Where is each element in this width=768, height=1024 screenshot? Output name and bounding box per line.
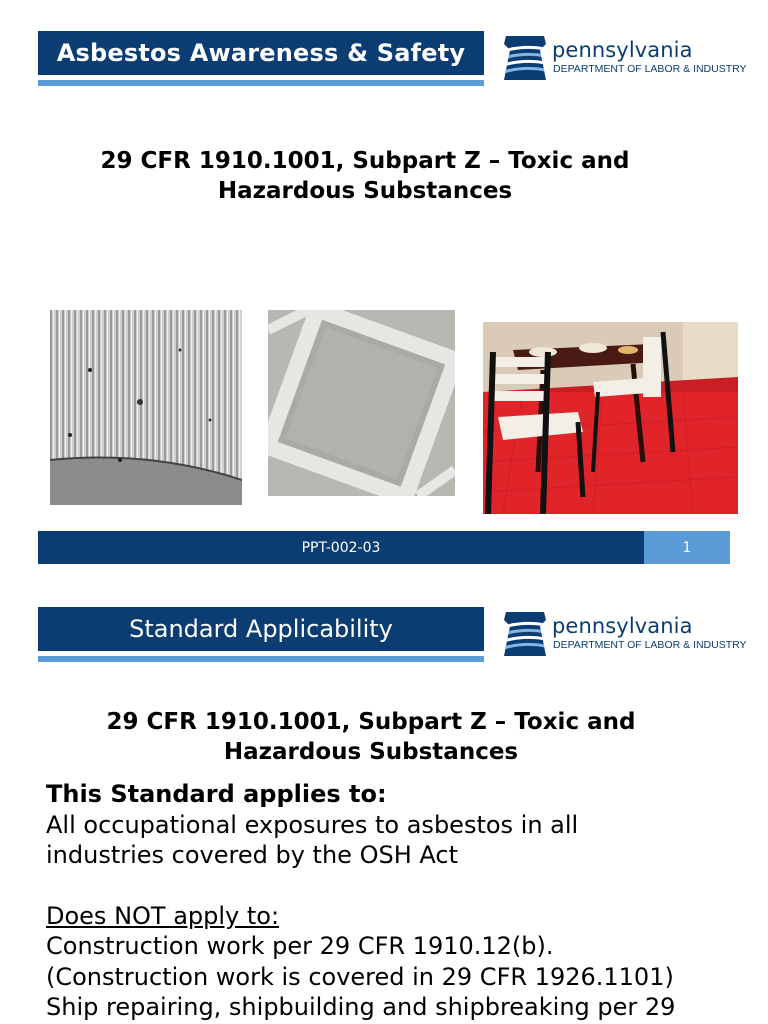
- pa-logo: [500, 32, 747, 84]
- applies-label: This Standard applies to:: [46, 780, 387, 808]
- slide-2-header-underline: [38, 656, 484, 662]
- slide-1-heading-line-1: 29 CFR 1910.1001, Subpart Z – Toxic and: [100, 148, 630, 174]
- slide-1-page-number: 1: [682, 539, 692, 556]
- applies-line-1: All occupational exposures to asbestos in all: [46, 810, 579, 839]
- ceiling-tile-image: [268, 310, 455, 496]
- not-apply-label: Does NOT apply to:: [46, 901, 280, 930]
- spacer: [46, 871, 746, 901]
- applies-line-2: industries covered by the OSH Act: [46, 841, 458, 869]
- keystone-icon: [500, 608, 550, 660]
- slide-2-heading: [6, 707, 736, 767]
- not-apply-line-2: (Construction work is covered in 29 CFR 1926.1101): [46, 962, 674, 991]
- asbestos-siding-image: [50, 310, 242, 505]
- pa-logo: [500, 608, 747, 660]
- slide-1-header-bar: [38, 31, 484, 75]
- slide-2-heading-line-2: Hazardous Substances: [223, 739, 519, 765]
- logo-department: DEPARTMENT OF LABOR & INDUSTRY: [553, 63, 747, 75]
- slide-2-heading-line-1: 29 CFR 1910.1001, Subpart Z – Toxic and: [106, 709, 636, 735]
- slide-1-header-title: Asbestos Awareness & Safety: [56, 39, 466, 67]
- not-apply-line-3: Ship repairing, shipbuilding and shipbreaking per 29: [46, 993, 676, 1021]
- slide-1-heading: [0, 146, 730, 206]
- logo-name: pennsylvania: [552, 38, 693, 62]
- keystone-icon: [500, 32, 550, 84]
- slide-2-header-title: Standard Applicability: [129, 615, 393, 643]
- logo-department: DEPARTMENT OF LABOR & INDUSTRY: [553, 639, 747, 651]
- slide-1-heading-line-2: Hazardous Substances: [217, 178, 513, 204]
- logo-name: pennsylvania: [552, 614, 693, 638]
- slide-1-header-underline: [38, 80, 484, 86]
- slide-1-footer-code: PPT-002-03: [301, 539, 381, 556]
- slide-2-header-bar: [38, 607, 484, 651]
- slide-1-footer-bar: [38, 531, 644, 564]
- dining-room-floor-image: [483, 322, 738, 514]
- slide-2-body: [46, 779, 746, 1023]
- not-apply-line-1: Construction work per 29 CFR 1910.12(b).: [46, 932, 554, 960]
- slide-1-page-number-box: [644, 531, 730, 564]
